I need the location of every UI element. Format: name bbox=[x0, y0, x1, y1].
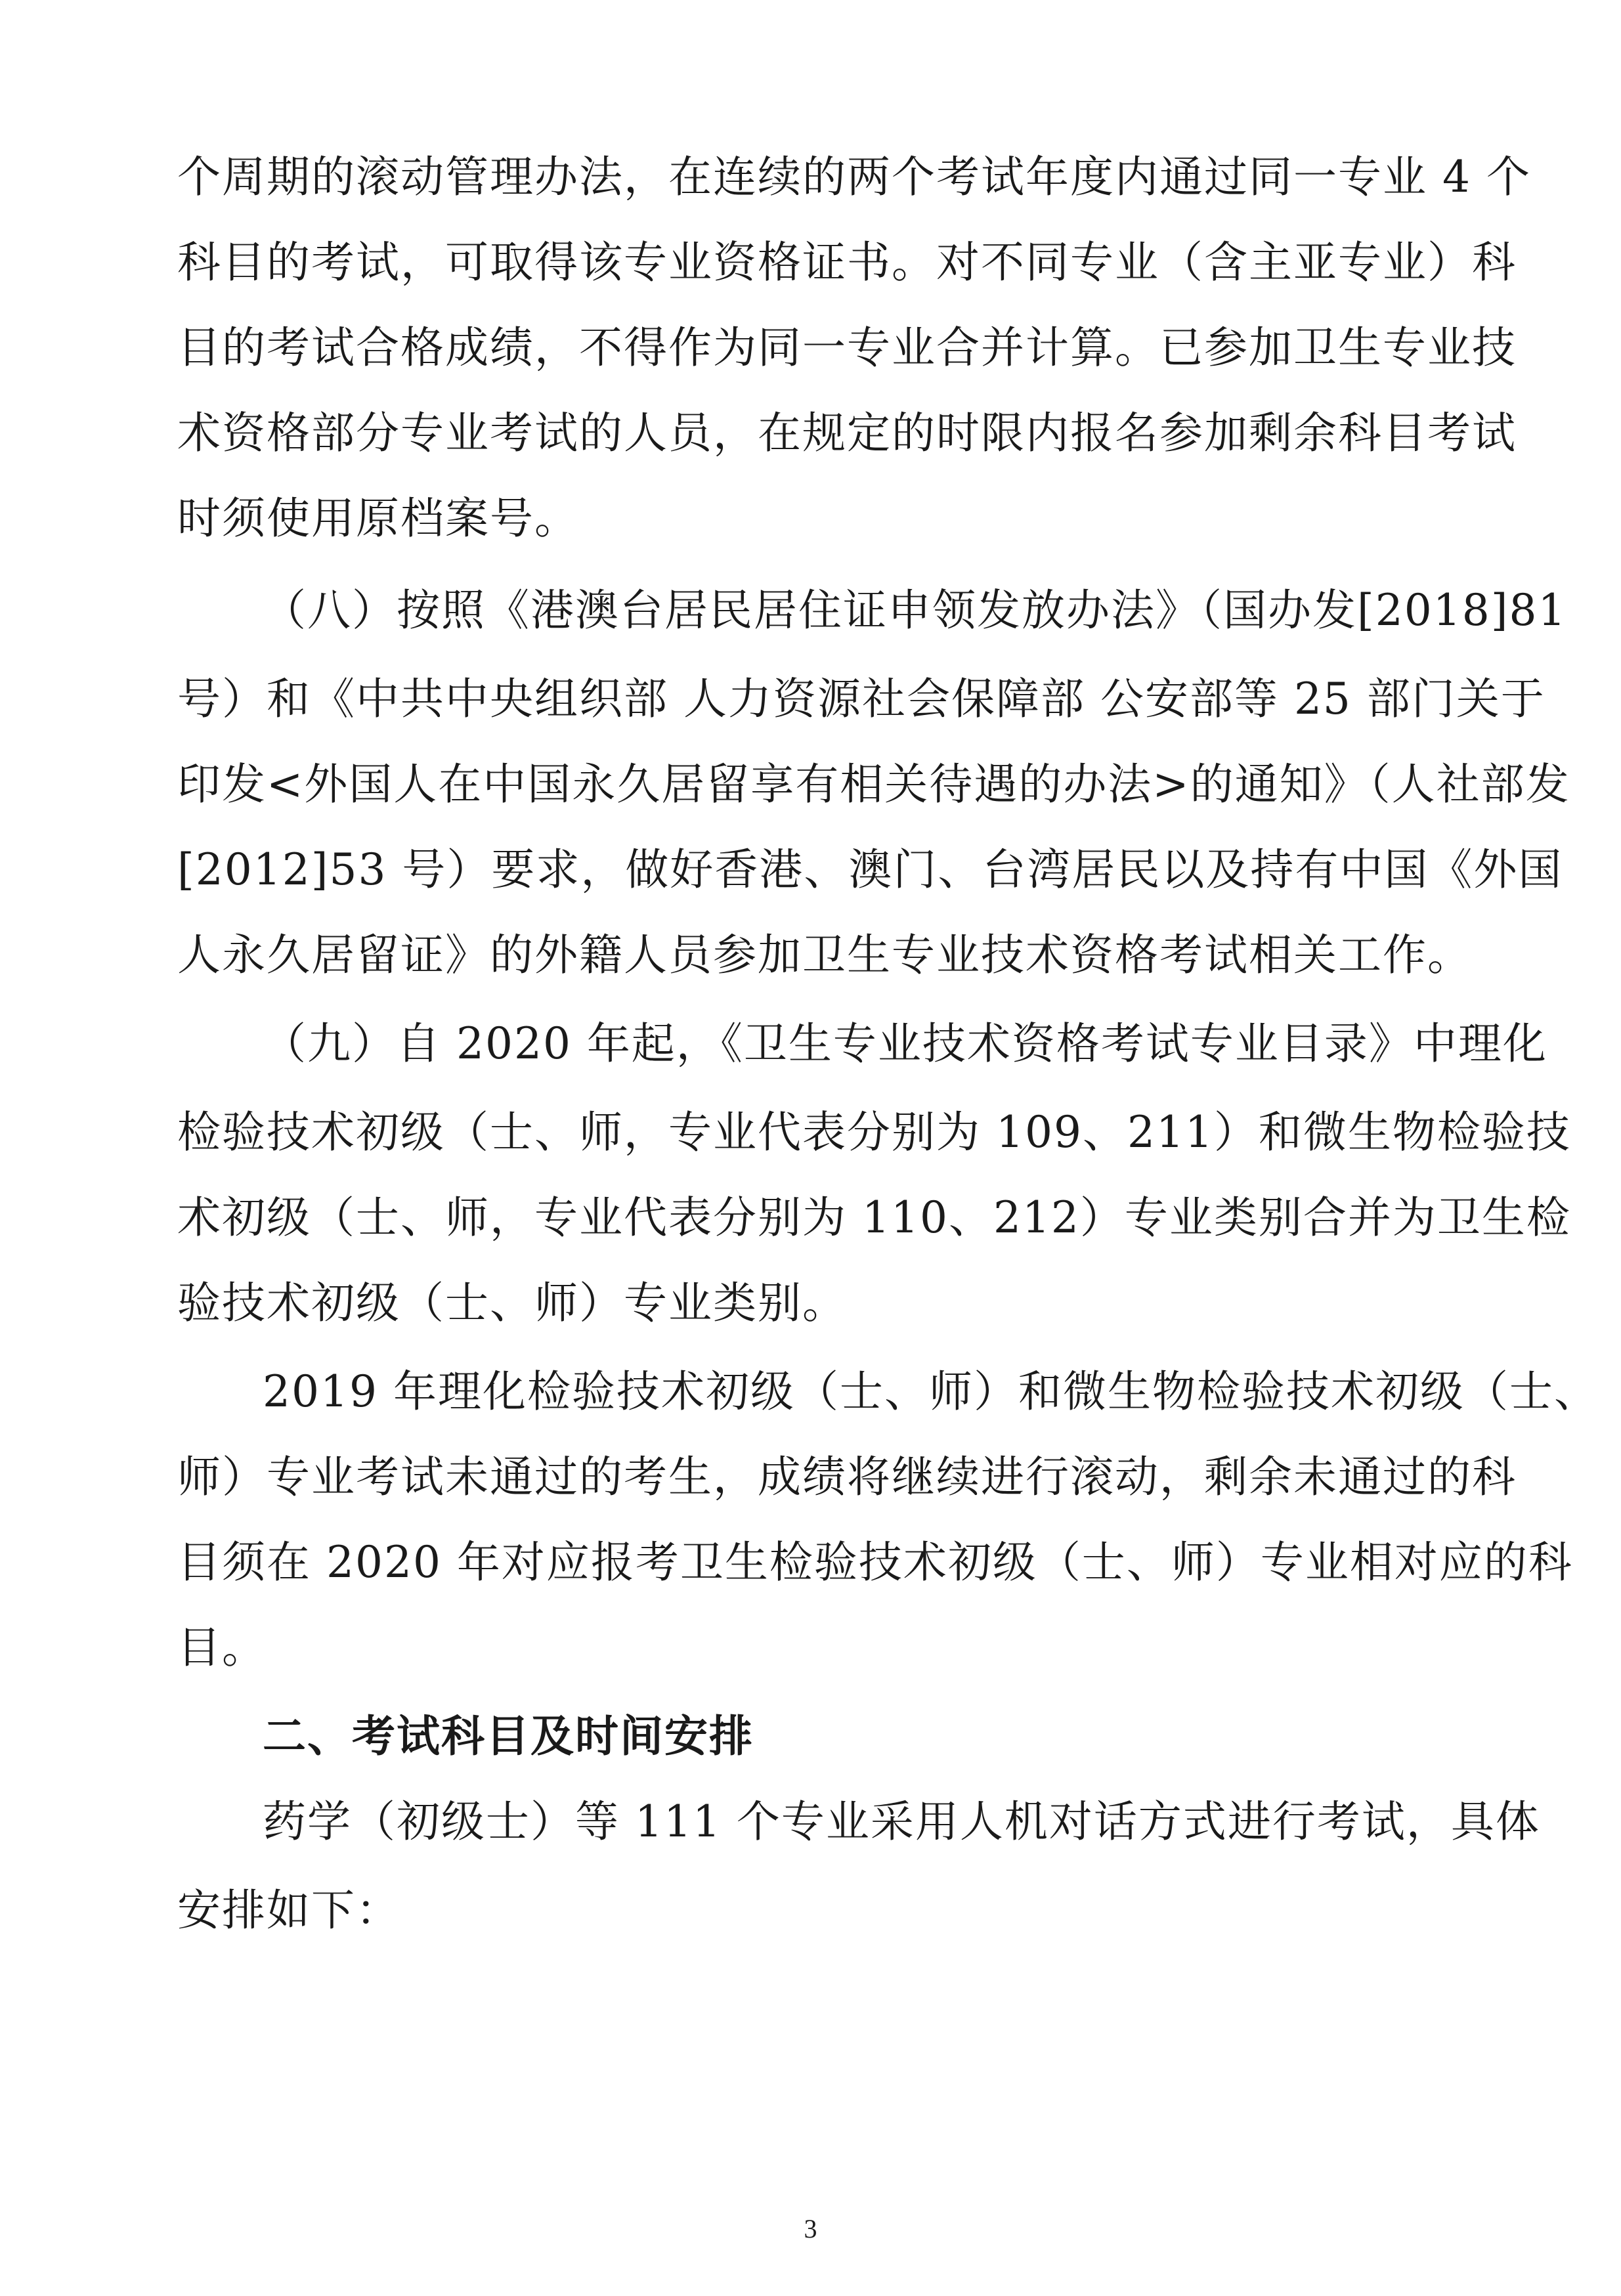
text-line: [2012]53 号）要求，做好香港、澳门、台湾居民以及持有中国《外国 bbox=[177, 844, 1563, 895]
text-line: 科目的考试，可取得该专业资格证书。对不同专业（含主亚专业）科 bbox=[177, 237, 1517, 288]
text-line: （九）自 2020 年起，《卫生专业技术资格考试专业目录》中理化 bbox=[263, 1018, 1547, 1069]
text-line: 2019 年理化检验技术初级（士、师）和微生物检验技术初级（士、 bbox=[263, 1366, 1599, 1417]
text-line: 术资格部分专业考试的人员，在规定的时限内报名参加剩余科目考试 bbox=[177, 408, 1517, 458]
text-line: 时须使用原档案号。 bbox=[177, 493, 579, 544]
text-line: 师）专业考试未通过的考生，成绩将继续进行滚动，剩余未通过的科 bbox=[177, 1452, 1517, 1502]
text-line: 人永久居留证》的外籍人员参加卫生专业技术资格考试相关工作。 bbox=[177, 930, 1472, 980]
section-heading: 二、考试科目及时间安排 bbox=[263, 1711, 754, 1762]
text-line: 目的考试合格成绩，不得作为同一专业合并计算。已参加卫生专业技 bbox=[177, 322, 1517, 373]
text-line: 安排如下： bbox=[177, 1885, 400, 1936]
text-line: 检验技术初级（士、师，专业代表分别为 109、211）和微生物检验技 bbox=[177, 1107, 1571, 1158]
text-line: （八）按照《港澳台居民居住证申领发放办法》（国办发[2018]81 bbox=[263, 585, 1567, 636]
page-number: 3 bbox=[804, 2214, 817, 2243]
text-line: 验技术初级（士、师）专业类别。 bbox=[177, 1278, 847, 1328]
text-line: 号）和《中共中央组织部 人力资源社会保障部 公安部等 25 部门关于 bbox=[177, 674, 1545, 724]
text-line: 个周期的滚动管理办法，在连续的两个考试年度内通过同一专业 4 个 bbox=[177, 152, 1531, 202]
text-line: 术初级（士、师，专业代表分别为 110、212）专业类别合并为卫生检 bbox=[177, 1192, 1571, 1243]
text-line: 目。 bbox=[177, 1622, 267, 1673]
text-line: 药学（初级士）等 111 个专业采用人机对话方式进行考试，具体 bbox=[263, 1796, 1540, 1847]
text-line: 目须在 2020 年对应报考卫生检验技术初级（士、师）专业相对应的科 bbox=[177, 1537, 1573, 1588]
text-line: 印发<外国人在中国永久居留享有相关待遇的办法>的通知》（人社部发 bbox=[177, 759, 1570, 810]
